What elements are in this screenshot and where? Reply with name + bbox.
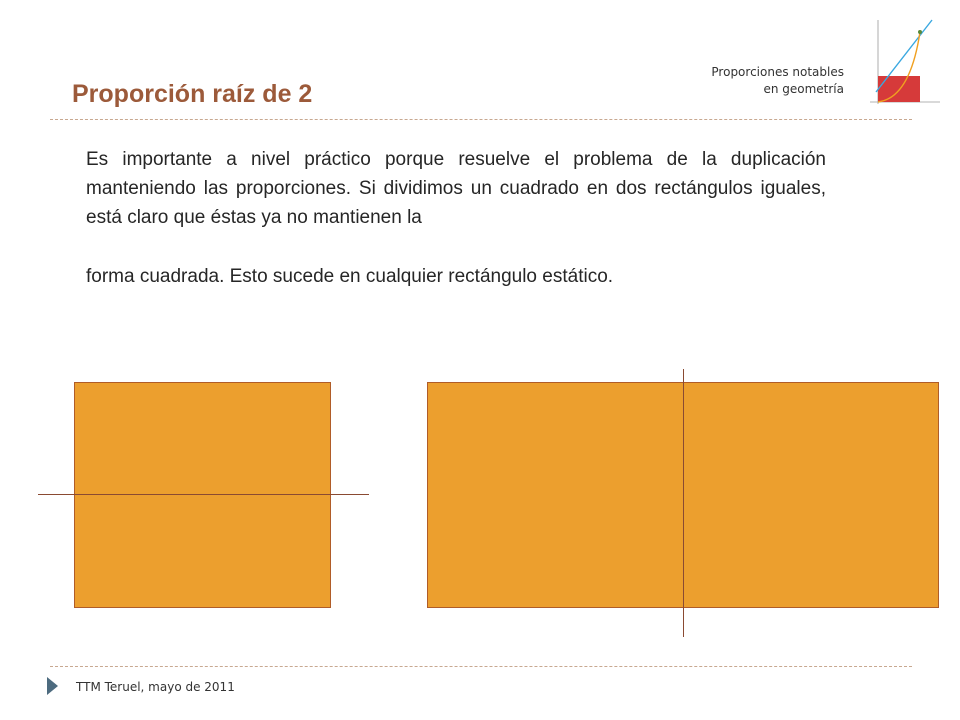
body-paragraph-1: Es importante a nivel práctico porque resuelve el problema de la duplicación manteniendo las proporciones. Si dividimos un cuadrado en dos rectángulos iguales, está claro que éstas ya no mantienen la: [86, 149, 826, 228]
triangle-bullet-icon: [47, 677, 58, 695]
rectangle-vertical-divider: [683, 369, 684, 637]
header-note: [711, 64, 844, 98]
slide-title: Proporción raíz de 2: [72, 80, 313, 108]
logo-point: [918, 30, 922, 34]
header-note-line2: en geometría: [763, 82, 844, 96]
header-note-line1: Proporciones notables: [711, 65, 844, 79]
logo-rect: [878, 76, 920, 102]
square-horizontal-divider: [38, 494, 369, 495]
footer-text: TTM Teruel, mayo de 2011: [76, 680, 235, 694]
geometry-graph-icon: [866, 16, 946, 108]
footer-divider: [50, 666, 912, 667]
square-shape: [74, 382, 331, 608]
body-paragraph-2: forma cuadrada. Esto sucede en cualquier rectángulo estático.: [86, 266, 614, 287]
header-divider: [50, 119, 912, 120]
